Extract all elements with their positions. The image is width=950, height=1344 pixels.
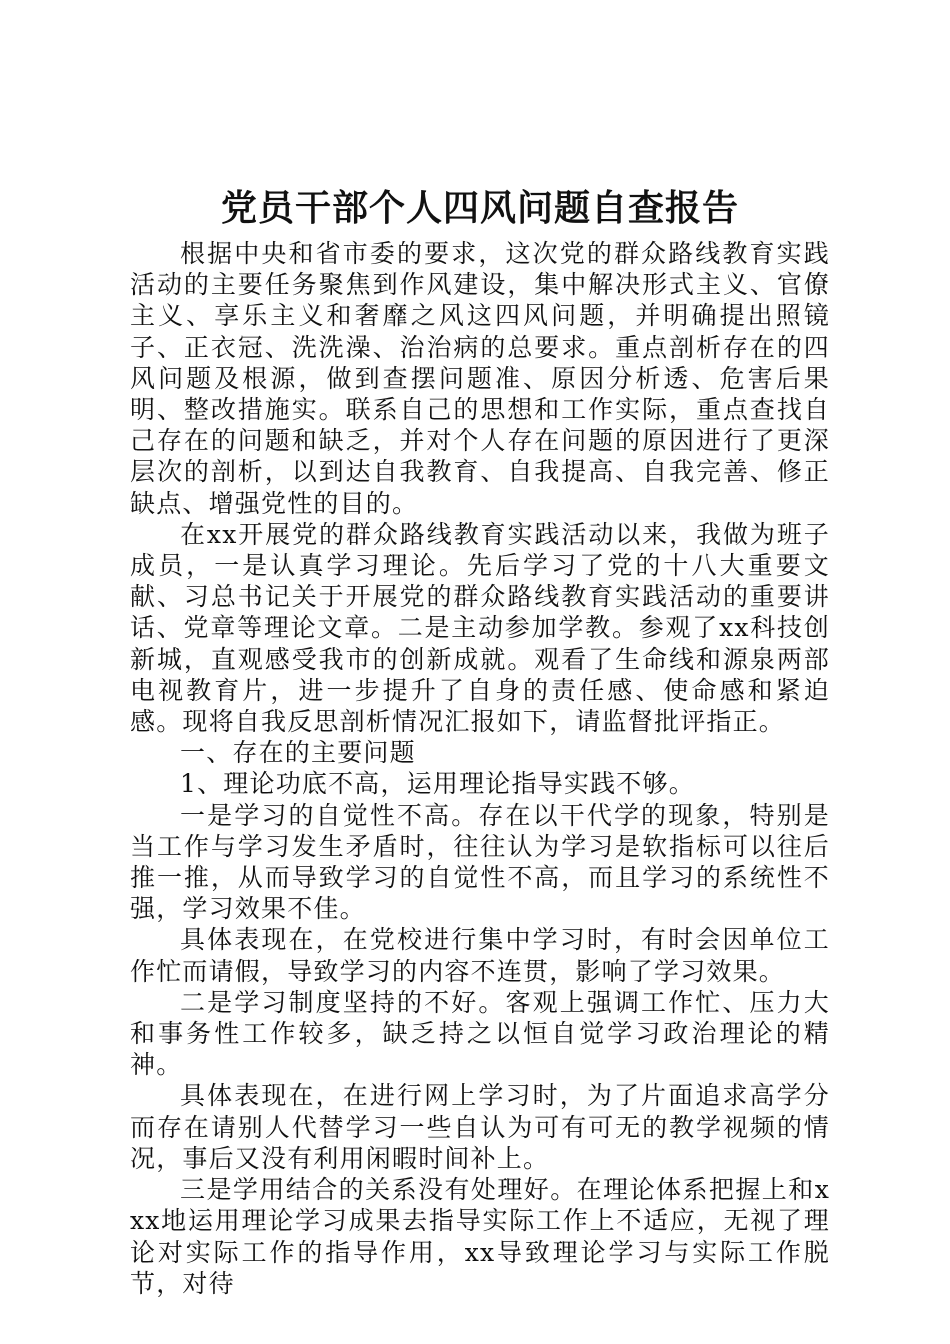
document-body bbox=[130, 238, 830, 1299]
paragraph-intro: 根据中央和省市委的要求，这次党的群众路线教育实践活动的主要任务聚焦到作风建设，集中解决形式主义、官僚主义、享乐主义和奢靡之风这四风问题，并明确提出照镜子、正衣冠、洗洗澡、治治病的总要求。重点剖析存在的四风问题及根源，做到查摆问题准、原因分析透、危害后果明、整改措施实。联系自己的思想和工作实际，重点查找自己存在的问题和缺乏，并对个人存在问题的原因进行了更深层次的剖析，以到达自我教育、自我提高、自我完善、修正缺点、增强党性的目的。 bbox=[130, 239, 830, 518]
subsection-heading: 1、理论功底不高，运用理论指导实践不够。 bbox=[180, 769, 695, 799]
paragraph-point-three: 三是学用结合的关系没有处理好。在理论体系把握上和xxx地运用理论学习成果去指导实际工作上不适应，无视了理论对实际工作的指导作用，xx导致理论学习与实际工作脱节，对待 bbox=[130, 1175, 830, 1298]
paragraph-background: 在xx开展党的群众路线教育实践活动以来，我做为班子成员，一是认真学习理论。先后学习了党的十八大重要文献、习总书记关于开展党的群众路线教育实践活动的重要讲话、党章等理论文章。二是主动参加学教。参观了xx科技创新城，直观感受我市的创新成就。观看了生命线和源泉两部电视教育片，进一步提升了自身的责任感、使命感和紧迫感。现将自我反思剖析情况汇报如下，请监督批评指正。 bbox=[130, 519, 830, 737]
paragraph-detail-two: 具体表现在，在进行网上学习时，为了片面追求高学分而存在请别人代替学习一些自认为可有可无的教学视频的情况，事后又没有利用闲暇时间补上。 bbox=[130, 1081, 830, 1173]
paragraph-point-one: 一是学习的自觉性不高。存在以干代学的现象，特别是当工作与学习发生矛盾时，往往认为学习是软指标可以往后推一推，从而导致学习的自觉性不高，而且学习的系统性不强，学习效果不佳。 bbox=[130, 800, 830, 924]
paragraph-point-two: 二是学习制度坚持的不好。客观上强调工作忙、压力大和事务性工作较多，缺乏持之以恒自觉学习政治理论的精神。 bbox=[130, 987, 830, 1080]
document-title: 党员干部个人四风问题自查报告 bbox=[220, 188, 739, 229]
section-heading: 一、存在的主要问题 bbox=[180, 738, 416, 768]
paragraph-detail-one: 具体表现在，在党校进行集中学习时，有时会因单位工作忙而请假，导致学习的内容不连贯，影响了学习效果。 bbox=[130, 925, 830, 986]
